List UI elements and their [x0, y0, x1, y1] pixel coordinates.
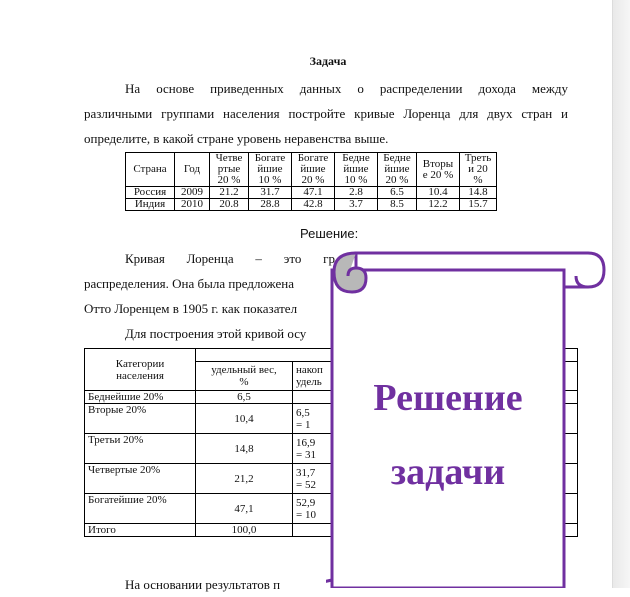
header-cell: Богате йшие 20 % — [292, 153, 335, 187]
solution-label: Решение: — [300, 226, 359, 241]
table-cell: Четвертые 20% — [85, 464, 196, 494]
table-cell: 12.2 — [417, 199, 460, 211]
table-cell: 100,0 — [196, 524, 293, 537]
table-cell: 21.2 — [210, 187, 249, 199]
header-cell: накоп удель — [293, 362, 578, 391]
table-cell: 2010 — [175, 199, 210, 211]
table-cell: Индия — [126, 199, 175, 211]
table-cell: 14.8 — [460, 187, 497, 199]
table-cell: 31.7 — [249, 187, 292, 199]
header-cell: Бедне йшие 20 % — [378, 153, 417, 187]
header-cell: Богате йшие 10 % — [249, 153, 292, 187]
table-cell: 15.7 — [460, 199, 497, 211]
table-cell: 47.1 — [292, 187, 335, 199]
table-cell: 42.8 — [292, 199, 335, 211]
overlay-line-1: Решение — [373, 377, 523, 419]
income-distribution-table — [125, 152, 497, 211]
document-title: Задача — [309, 54, 347, 68]
table-cell: 16,9 = 31 — [293, 434, 578, 464]
header-cell: Год — [175, 153, 210, 187]
header-cell: Бедне йшие 10 % — [335, 153, 378, 187]
table-cell: Богатейшие 20% — [85, 494, 196, 524]
table-cell: 2009 — [175, 187, 210, 199]
table-header-row — [126, 153, 497, 187]
table-cell: 10.4 — [417, 187, 460, 199]
table-cell: Третьи 20% — [85, 434, 196, 464]
header-cell: Четве ртые 20 % — [210, 153, 249, 187]
table-cell: Итого — [85, 524, 196, 537]
table-cell: Вторые 20% — [85, 404, 196, 434]
scroll-body — [332, 270, 564, 588]
intro-line-2: различными группами населения постройте кривые Лоренца для двух стран и — [84, 106, 568, 121]
bottom-line: На основании результатов п — [125, 577, 281, 592]
table-cell: 6,5 = 1 — [293, 404, 578, 434]
page-edge — [612, 0, 630, 588]
table-row — [126, 187, 497, 199]
table-cell: Беднейшие 20% — [85, 391, 196, 404]
table-cell: 6.5 — [378, 187, 417, 199]
table-cell: 21,2 — [196, 464, 293, 494]
table-cell: 20.8 — [210, 199, 249, 211]
table-cell: 3.7 — [335, 199, 378, 211]
table-cell: 28.8 — [249, 199, 292, 211]
header-cell: Вторы е 20 % — [417, 153, 460, 187]
header-cell: Треть и 20 % — [460, 153, 497, 187]
table-cell: 14,8 — [196, 434, 293, 464]
table-cell: 52,9 = 10 — [293, 494, 578, 524]
table-row — [126, 199, 497, 211]
header-cell: Категории населения — [85, 349, 196, 391]
header-cell: Страна — [126, 153, 175, 187]
lorenz-line-3: Отто Лоренцем в 1905 г. как показател — [84, 301, 298, 316]
table-cell: 31,7 = 52 — [293, 464, 578, 494]
overlay-line-2: задачи — [390, 451, 506, 493]
table-cell: 6,5 — [196, 391, 293, 404]
intro-line-3: определите, в какой стране уровень неравенства выше. — [84, 131, 389, 146]
lorenz-line-2: распределения. Она была предложена — [84, 276, 294, 291]
intro-line-1: На основе приведенных данных о распределении дохода между — [125, 81, 568, 96]
table-cell: Россия — [126, 187, 175, 199]
table-cell: 47,1 — [196, 494, 293, 524]
lorenz-line-1: Кривая Лоренца – это гр — [125, 251, 335, 266]
construction-line: Для построения этой кривой осу — [125, 326, 307, 341]
table-cell: 8.5 — [378, 199, 417, 211]
table-cell: 10,4 — [196, 404, 293, 434]
table-cell: 2.8 — [335, 187, 378, 199]
header-cell: удельный вес, % — [196, 362, 293, 391]
